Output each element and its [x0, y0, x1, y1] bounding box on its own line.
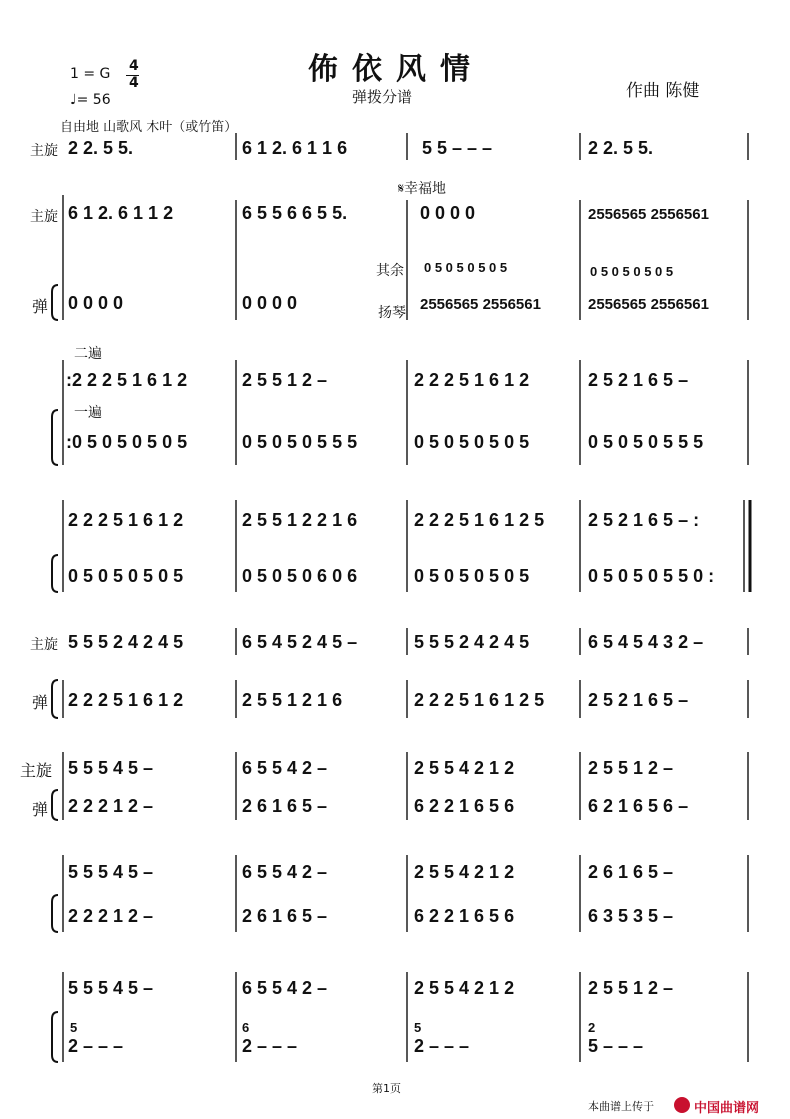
page-number: 第1页: [372, 1082, 401, 1095]
s9-melody-bar4: 2 5 5 1 2 –: [588, 978, 674, 998]
s1-bar2: 6 1 2. 6 1 1 6: [242, 138, 348, 158]
composer: 作曲 陈健: [626, 81, 700, 101]
s9-lower-bar3: 2 – – –: [414, 1036, 470, 1056]
s3-melody-bar2: 2 5 5 1 2 –: [242, 370, 328, 390]
s8-plucked-bar2: 2 6 1 6 5 –: [242, 906, 328, 926]
s9-lower-bar2: 2 – – –: [242, 1036, 298, 1056]
s3-plucked-bar2: 0 5 0 5 0 5 5 5: [242, 432, 358, 452]
page-title: 佈依风情: [308, 52, 484, 87]
s8-plucked-bar4: 6 3 5 3 5 –: [588, 906, 674, 926]
label-segno: 𝄋幸福地: [398, 181, 447, 197]
s3-plucked-bar1: :0 5 0 5 0 5 0 5: [66, 432, 188, 452]
s3-melody-bar3: 2 2 2 5 1 6 1 2: [414, 370, 530, 390]
s2-plucked-bar4: 2556565 2556561: [588, 296, 709, 313]
label-melody-7: 主旋: [20, 761, 53, 780]
s2-plucked-bar3: 2556565 2556561: [420, 296, 541, 313]
s5-melody-bar3: 5 5 5 2 4 2 4 5: [414, 632, 530, 652]
performance-direction: 自由地 山歌风 木叶（或竹笛）: [60, 120, 238, 135]
s7-plucked-bar4: 6 2 1 6 5 6 –: [588, 796, 689, 816]
s7-plucked-bar1: 2 2 2 1 2 –: [68, 796, 154, 816]
s5-melody-bar1: 5 5 5 2 4 2 4 5: [68, 632, 184, 652]
s7-melody-bar2: 6 5 5 4 2 –: [242, 758, 328, 778]
label-others: 其余: [376, 263, 404, 279]
s8-plucked-bar1: 2 2 2 1 2 –: [68, 906, 154, 926]
s8-melody-bar3: 2 5 5 4 2 1 2: [414, 862, 515, 882]
label-melody-5: 主旋: [30, 637, 58, 653]
label-melody-2: 主旋: [30, 209, 58, 225]
s4-melody-bar3: 2 2 2 5 1 6 1 2 5: [414, 510, 545, 530]
s6-plucked-bar1: 2 2 2 5 1 6 1 2: [68, 690, 184, 710]
s2-plucked-bar1: 0 0 0 0: [68, 293, 124, 313]
s6-plucked-bar2: 2 5 5 1 2 1 6: [242, 690, 343, 710]
s9-melody-bar3: 2 5 5 4 2 1 2: [414, 978, 515, 998]
key-signature: 1 = G: [70, 66, 111, 82]
label-plucked-2: 弹: [32, 297, 49, 316]
s2-melody-bar1: 6 1 2. 6 1 1 2: [68, 203, 174, 223]
s9-upper-bar1: 5: [70, 1020, 78, 1035]
label-plucked-7: 弹: [32, 800, 49, 819]
s2-melody-bar3: 0 0 0 0: [420, 203, 476, 223]
s2-others-bar4: 0 5 0 5 0 5 0 5: [590, 264, 674, 279]
s7-plucked-bar2: 2 6 1 6 5 –: [242, 796, 328, 816]
site-brand: 中国曲谱网: [694, 1101, 760, 1116]
s2-plucked-bar2: 0 0 0 0: [242, 293, 298, 313]
s4-plucked-bar3: 0 5 0 5 0 5 0 5: [414, 566, 530, 586]
s9-upper-bar3: 5: [414, 1020, 422, 1035]
s7-melody-bar3: 2 5 5 4 2 1 2: [414, 758, 515, 778]
s8-melody-bar1: 5 5 5 4 5 –: [68, 862, 154, 882]
tempo-marking: ♩= 56: [70, 92, 111, 108]
s3-melody-bar4: 2 5 2 1 6 5 –: [588, 370, 689, 390]
s5-melody-bar4: 6 5 4 5 4 3 2 –: [588, 632, 704, 652]
s9-lower-bar1: 2 – – –: [68, 1036, 124, 1056]
s4-plucked-bar2: 0 5 0 5 0 6 0 6: [242, 566, 358, 586]
s4-melody-bar1: 2 2 2 5 1 6 1 2: [68, 510, 184, 530]
s2-others-bar3: 0 5 0 5 0 5 0 5: [424, 260, 508, 275]
s7-melody-bar1: 5 5 5 4 5 –: [68, 758, 154, 778]
label-first-time: 一遍: [74, 405, 102, 421]
subtitle: 弹拨分谱: [352, 88, 413, 106]
s8-plucked-bar3: 6 2 2 1 6 5 6: [414, 906, 515, 926]
label-plucked-6: 弹: [32, 693, 49, 712]
s7-melody-bar4: 2 5 5 1 2 –: [588, 758, 674, 778]
s7-plucked-bar3: 6 2 2 1 6 5 6: [414, 796, 515, 816]
s5-melody-bar2: 6 5 4 5 2 4 5 –: [242, 632, 358, 652]
s1-bar3: 5 5 – – –: [422, 138, 493, 158]
s3-plucked-bar4: 0 5 0 5 0 5 5 5: [588, 432, 704, 452]
upload-note: 本曲谱上传于: [588, 1100, 654, 1113]
time-signature-den: 4: [129, 75, 139, 91]
s1-bar4: 2 2. 5 5.: [588, 138, 654, 158]
s4-melody-bar2: 2 5 5 1 2 2 1 6: [242, 510, 358, 530]
s9-melody-bar2: 6 5 5 4 2 –: [242, 978, 328, 998]
s4-plucked-bar4: 0 5 0 5 0 5 5 0 :: [588, 566, 715, 586]
time-signature-num: 4: [129, 58, 139, 74]
s4-melody-bar4: 2 5 2 1 6 5 – :: [588, 510, 700, 530]
s9-upper-bar2: 6: [242, 1020, 250, 1035]
s1-bar1: 2 2. 5 5.: [68, 138, 134, 158]
s6-plucked-bar4: 2 5 2 1 6 5 –: [588, 690, 689, 710]
s2-melody-bar2: 6 5 5 6 6 5 5.: [242, 203, 348, 223]
s6-plucked-bar3: 2 2 2 5 1 6 1 2 5: [414, 690, 545, 710]
label-melody-1: 主旋: [30, 143, 58, 159]
s3-melody-bar1: :2 2 2 5 1 6 1 2: [66, 370, 188, 390]
label-yangqin: 扬琴: [378, 305, 406, 321]
s9-melody-bar1: 5 5 5 4 5 –: [68, 978, 154, 998]
s8-melody-bar4: 2 6 1 6 5 –: [588, 862, 674, 882]
s8-melody-bar2: 6 5 5 4 2 –: [242, 862, 328, 882]
site-logo-icon: [674, 1097, 690, 1113]
s9-lower-bar4: 5 – – –: [588, 1036, 644, 1056]
s2-melody-bar4: 2556565 2556561: [588, 206, 709, 223]
s3-plucked-bar3: 0 5 0 5 0 5 0 5: [414, 432, 530, 452]
s9-upper-bar4: 2: [588, 1020, 596, 1035]
label-second-time: 二遍: [74, 346, 102, 362]
s4-plucked-bar1: 0 5 0 5 0 5 0 5: [68, 566, 184, 586]
